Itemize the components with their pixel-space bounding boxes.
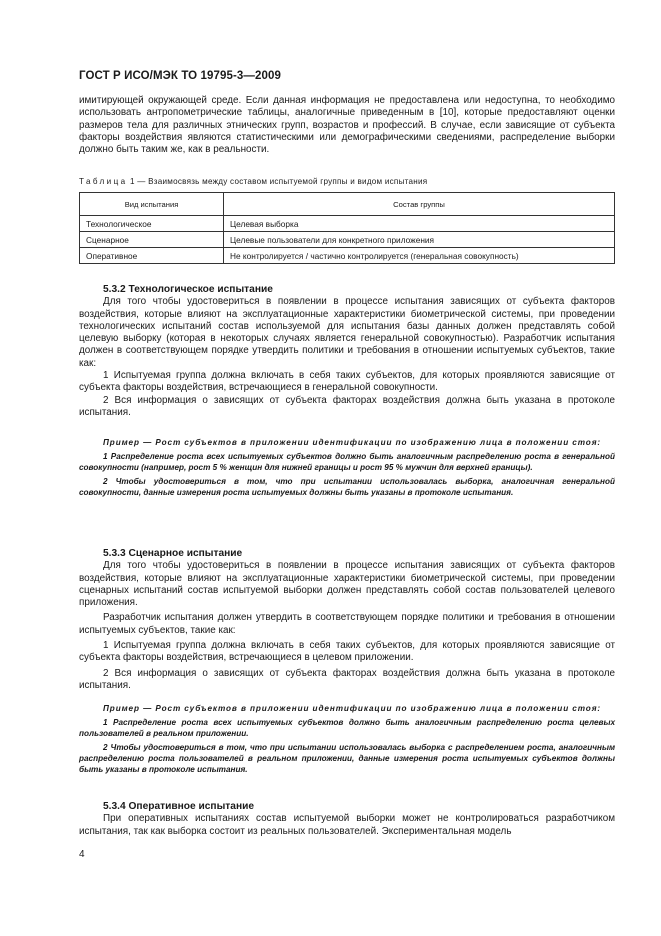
table-header-cell: Состав группы	[224, 193, 615, 216]
paragraph: При оперативных испытаниях состав испытуемой выборки может не контролироваться разработчиком испытания, так как выборка состоит из реальных пользователей. Экспериментальная модель	[79, 813, 615, 837]
intro-block	[79, 95, 615, 156]
section-5-3-2	[79, 284, 615, 419]
section-5-3-4	[79, 801, 615, 838]
list-item: 2 Вся информация о зависящих от субъекта факторах воздействия должна быть указана в протоколе испытания.	[79, 667, 615, 691]
section-heading: 5.3.2 Технологическое испытание	[103, 284, 273, 295]
example-5-3-3	[79, 703, 615, 775]
table-row	[80, 232, 615, 248]
list-item: 1 Испытуемая группа должна включать в себя таких субъектов, для которых проявляются зависящие от субъекта факторы воздействия, встречающиеся в генеральной совокупности.	[79, 370, 615, 394]
intro-paragraph: имитирующей окружающей среде. Если данная информация не предоставлена или недоступна, то необходимо использовать антропометрические таблицы, аналогичные приведенным в [10], которые предоставляют оценки размеров тела для различных этнических групп, возрастов и профессий. В случае, если зависящие от субъекта факторы воздействия являются статистическими или демографическими сведениями, распределение выборки должно быть таким же, как в реальности.	[79, 95, 615, 156]
table-row	[80, 216, 615, 232]
section-heading: 5.3.4 Оперативное испытание	[103, 801, 255, 812]
example-label: Пример — Рост субъектов в приложении идентификации по изображению лица в положении стоя:	[103, 704, 602, 713]
example-item: 2 Чтобы удостовериться в том, что при испытании использовалась выборка с распределением роста, аналогичным распределению роста пользователей в реальном приложении, данные измерения роста испытуемых субъектов должны быть указаны в протоколе испытания.	[79, 743, 615, 774]
document-header: ГОСТ Р ИСО/МЭК ТО 19795-3—2009	[79, 70, 281, 82]
table-caption-prefix: Таблица	[79, 177, 128, 186]
paragraph: Разработчик испытания должен утвердить в соответствующем порядке политики и требования в отношении испытуемых субъектов, такие как:	[79, 612, 615, 636]
example-item: 1 Распределение роста всех испытуемых субъектов должно быть аналогичным распределению роста целевых пользователей в реальном приложении.	[79, 718, 615, 738]
table-cell: Целевые пользователи для конкретного приложения	[224, 232, 615, 248]
table-caption-text: 1 — Взаимосвязь между составом испытуемой группы и видом испытания	[130, 177, 428, 186]
table-cell: Целевая выборка	[224, 216, 615, 232]
table-caption	[79, 177, 615, 186]
list-item: 2 Вся информация о зависящих от субъекта факторах воздействия должна быть указана в протоколе испытания.	[79, 394, 615, 418]
example-5-3-2	[79, 437, 615, 498]
table-row	[80, 248, 615, 264]
composition-table-wrap	[79, 192, 615, 264]
paragraph: Для того чтобы удостовериться в появлении в процессе испытания зависящих от субъекта факторов воздействия, которые влияют на эксплуатационные характеристики биометрической системы, при проведении технологических испытаний состав используемой для испытания базы данных должен представлять собой целевую выборку (которая в некоторых случаях является генеральной совокупностью). Разработчик испытания должен в соответствующем порядке утвердить политики и требования в отношении испытуемых субъектов, такие как:	[79, 296, 615, 369]
table-header-row	[80, 193, 615, 216]
paragraph: Для того чтобы удостовериться в появлении в процессе испытания зависящих от субъекта факторов воздействия, которые влияют на эксплуатационные характеристики биометрической системы, при проведении сценарных испытаний состав испытуемой выборки должен представлять собой состав пользователей целевого приложения.	[79, 560, 615, 609]
section-heading: 5.3.3 Сценарное испытание	[103, 548, 243, 559]
table-cell: Технологическое	[80, 216, 224, 232]
table-cell: Оперативное	[80, 248, 224, 264]
example-item: 1 Распределение роста всех испытуемых субъектов должно быть аналогичным распределению роста в генеральной совокупности (например, рост 5 % женщин для нижней границы и рост 95 % мужчин для верхней границы).	[79, 452, 615, 472]
example-item: 2 Чтобы удостовериться в том, что при испытании использовалась выборка, аналогичная генеральной совокупности, данные измерения роста испытуемых должны быть указаны в протоколе испытания.	[79, 477, 615, 497]
composition-table	[79, 192, 615, 264]
example-label: Пример — Рост субъектов в приложении идентификации по изображению лица в положении стоя:	[103, 438, 602, 447]
table-cell: Не контролируется / частично контролируется (генеральная совокупность)	[224, 248, 615, 264]
page-number: 4	[79, 849, 85, 860]
table-cell: Сценарное	[80, 232, 224, 248]
section-5-3-3	[79, 548, 615, 692]
list-item: 1 Испытуемая группа должна включать в себя таких субъектов, для которых проявляются зависящие от субъекта факторы воздействия, встречающиеся в целевом приложении.	[79, 640, 615, 664]
table-header-cell: Вид испытания	[80, 193, 224, 216]
